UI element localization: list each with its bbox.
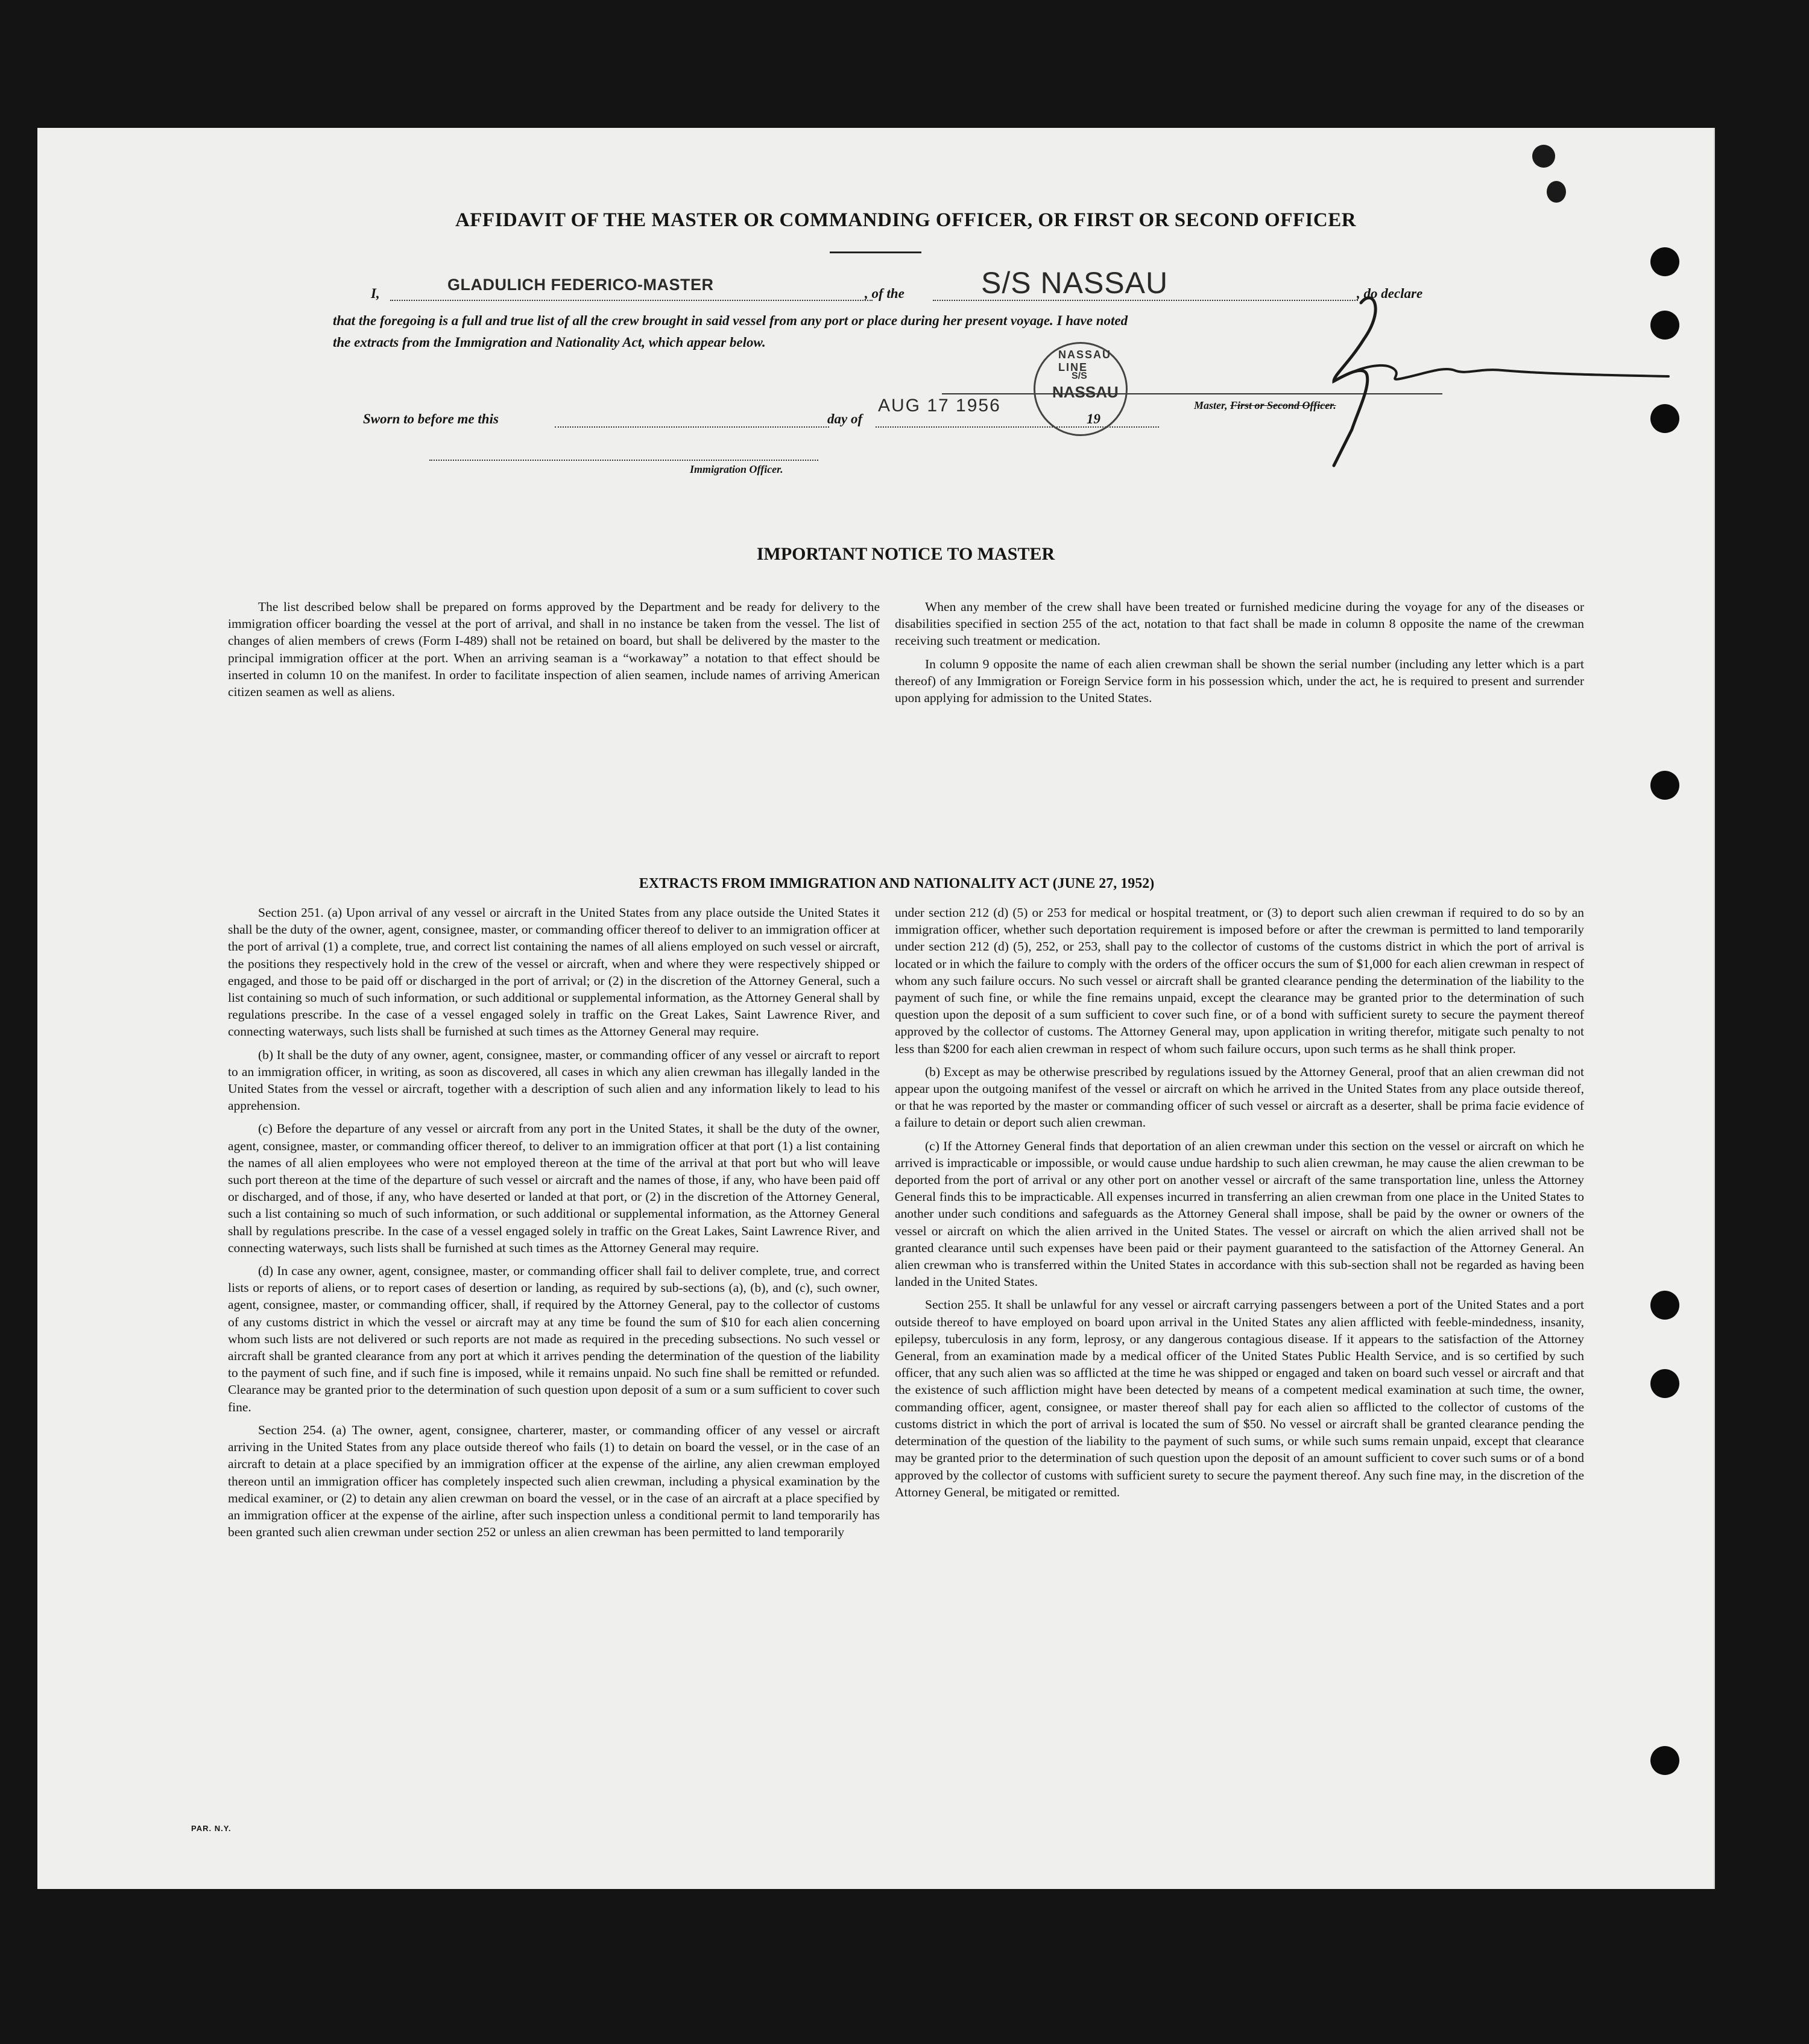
- date-stamp: AUG 17 1956: [878, 396, 1001, 416]
- notice-left-paragraph: The list described below shall be prepared on forms approved by the Department and be ready for delivery to the immigration officer boarding the vessel at the port of arrival, and shall in no instance be taken from the vessel. The list of changes of alien members of crews (Form I-489) shall not be retained on board, but shall be delivered by the master to the principal immigration officer at the port. When an arriving seaman is a “workaway” a notation to that effect should be inserted in column 10 on the manifest. In order to facilitate inspection of alien seamen, include names of arriving American citizen seamen as well as aliens.: [228, 600, 880, 700]
- vessel-name: S/S NASSAU: [981, 266, 1169, 300]
- master-caption-prefix: Master,: [1194, 399, 1228, 411]
- binder-hole: [1650, 1746, 1679, 1775]
- stamp-ring-text: NASSAU LINE: [1058, 349, 1112, 373]
- day-of-label: day of: [827, 411, 863, 426]
- notice-right-paragraph: When any member of the crew shall have been treated or furnished medicine during the voyage for any of the diseases or disabilities specified in section 255 of the act, notation to that fact shall be made in column 8 opposite the name of the crewman receiving such treatment or medication.: [895, 600, 1584, 648]
- do-declare-label: , do declare: [1357, 286, 1423, 301]
- declaration-line-2: the extracts from the Immigration and Nationality Act, which appear below.: [333, 335, 766, 350]
- section-254a: Section 254. (a) The owner, agent, consignee, charterer, master, or commanding officer of any vessel or aircraft arriving in the United States from any place outside thereof who fails (1) to detain on board the vessel, or in the case of an aircraft to detain at a place specified by an immigration officer at the expense of the airline, any alien crewman employed thereon until an immigration officer has completely inspected such alien crewman, including a physical examination by the medical examiner, or (2) to detain any alien crewman on board the vessel, or in the case of an aircraft at a place specified by an immigration officer at the expense of the airline, after such inspection unless a conditional permit to land temporarily has been granted such alien crewman under section 252 or unless an alien crewman has been permitted to land temporarily: [228, 1422, 880, 1540]
- binder-hole: [1650, 247, 1679, 276]
- document-page: [37, 128, 1715, 1889]
- section-251c: (c) Before the departure of any vessel or aircraft from any port in the United States, it shall be the duty of the owner, agent, consignee, master, or commanding officer thereof, to deliver to an immigration officer at that port (1) a list containing the names of all alien employees who were not employed thereon at the time of the arrival at that port but who will leave such port thereon at the time of the departure of such vessel or aircraft and the names of those, if any, who have been paid off or discharged, and of those, if any, who have deserted or landed at that port, or (2) in the discretion of the Attorney General, such a list containing so much of such information, or such additional or supplemental information, as the Attorney General shall by regulations prescribe. In the case of a vessel engaged solely in traffic on the Great Lakes, Saint Lawrence River, and connecting waterways, such lists shall be furnished at such times as the Attorney General may require.: [228, 1121, 880, 1255]
- binder-hole: [1650, 1369, 1679, 1398]
- section-251b: (b) It shall be the duty of any owner, agent, consignee, master, or commanding officer of any vessel or aircraft to report to an immigration officer, in writing, as soon as discovered, all cases in which any alien crewman has illegally landed in the United States from the vessel or aircraft, together with a description of such alien and any information likely to lead to his apprehension.: [228, 1047, 880, 1113]
- stamp-center-text: NASSAU: [1052, 383, 1119, 401]
- binder-hole: [1650, 404, 1679, 433]
- notice-right-column: [895, 598, 1584, 712]
- section-254c: (c) If the Attorney General finds that deportation of an alien crewman under this section on the vessel or aircraft on which he arrived is impracticable or impossible, or would cause undue hardship to such alien crewman, he may cause the alien crewman to be deported from the port of arrival or any other port on another vessel or aircraft of the same transportation line, unless the Attorney General finds this to be impracticable. All expenses incurred in transferring an alien crewman from one place in the United States to another under such conditions and safeguards as the Attorney General shall impose, shall be paid by the owner or owners of the vessel or aircraft on which the alien arrived in the United States. The vessel or aircraft on which the alien arrived shall not be granted clearance until such expenses have been paid or their payment guaranteed to the satisfaction of the Attorney General. An alien crewman who is transferred within the United States in accordance with this sub-section shall not be regarded as having been landed in the United States.: [895, 1138, 1584, 1289]
- section-255: Section 255. It shall be unlawful for any vessel or aircraft carrying passengers between a port of the United States and a port outside thereof to have employed on board upon arrival in the United States any alien afflicted with feeble-mindedness, insanity, epilepsy, tuberculosis in any form, leprosy, or any dangerous contagious disease. If it appears to the satisfaction of the Attorney General, from an examination made by a medical officer of the United States Public Health Service, and is so certified by such officer, that any such alien was so afflicted at the time he was shipped or engaged and taken on board such vessel or aircraft and that the existence of such affliction might have been detected by means of a competent medical examination at such time, the owner, commanding officer, agent, consignee, or master thereof shall pay for each alien so afflicted to the collector of customs of the customs district in which the port of arrival is located the sum of $50. No vessel or aircraft shall be granted clearance pending the determination of the question of the liability to the payment of such sums, or while such sums remain unpaid, except that clearance may be granted prior to the determination of such question upon the deposit of an amount sufficient to cover such sums or of a bond approved by the collector of customs with sufficient surety to secure the payment thereof. Any such fine may, in the discretion of the Attorney General, be mitigated or remitted.: [895, 1297, 1584, 1499]
- notice-left-column: [228, 598, 880, 706]
- master-signature: [1243, 291, 1672, 472]
- notice-heading: IMPORTANT NOTICE TO MASTER: [756, 544, 1055, 564]
- section-254b: (b) Except as may be otherwise prescribed by regulations issued by the Attorney General, proof that an alien crewman did not appear upon the outgoing manifest of the vessel or aircraft on which he arrived in the United States from any place outside thereof, or that he was reported by the master or commanding officer of such vessel or aircraft as a deserter, shall be prima facie evidence of a failure to detain or deport such alien crewman.: [895, 1064, 1584, 1130]
- ink-spot: [1547, 181, 1566, 203]
- section-251a: Section 251. (a) Upon arrival of any vessel or aircraft in the United States from any place outside the United States it shall be the duty of the owner, agent, consignee, master, or commanding officer thereof to deliver to an immigration officer at the port of arrival (1) a complete, true, and correct list containing the names of all aliens employed on such vessel or aircraft, the positions they respectively hold in the crew of the vessel or aircraft, when and where they were respectively shipped or engaged, and those to be paid off or discharged in the port of arrival; or (2) in the discretion of the Attorney General, such a list containing so much of such information, or such additional or supplemental information, as the Attorney General shall by regulations prescribe. In the case of a vessel engaged solely in traffic on the Great Lakes, Saint Lawrence River, and connecting waterways, such lists shall be furnished at such times as the Attorney General may require.: [228, 905, 880, 1039]
- stamp-small-text: S/S: [1072, 371, 1087, 381]
- binder-hole: [1650, 1291, 1679, 1320]
- section-251d: (d) In case any owner, agent, consignee, master, or commanding officer shall fail to deliver complete, true, and correct lists or reports of aliens, or to report cases of desertion or landing, as required by sub-sections (a), (b), and (c), such owner, agent, consignee, master, or commanding officer, shall, if required by the Attorney General, pay to the collector of customs of any customs district in which the vessel or aircraft may at any time be found the sum of $10 for each alien concerning whom such lists are not delivered or such reports are not made as required in the preceding subsections. No such vessel or aircraft shall be granted clearance from any port at which it arrives pending the determination of the question of the liability to the payment of such fine, and if such fine is imposed, while it remains unpaid. No such fine shall be remitted or refunded. Clearance may be granted prior to the determination of such question upon deposit of a sum or a sum sufficient to cover such fine.: [228, 1264, 880, 1414]
- affidavit-title: AFFIDAVIT OF THE MASTER OR COMMANDING OFFICER, OR FIRST OR SECOND OFFICER: [455, 209, 1357, 231]
- immigration-officer-line: [429, 460, 818, 461]
- declarant-name-line: [390, 300, 873, 301]
- immigration-officer-caption: Immigration Officer.: [690, 463, 783, 475]
- binder-hole: [1650, 771, 1679, 800]
- i-label: I,: [371, 286, 380, 301]
- extracts-heading: EXTRACTS FROM IMMIGRATION AND NATIONALITY ACT (JUNE 27, 1952): [639, 876, 1155, 891]
- sworn-day-line: [555, 426, 829, 428]
- sworn-month-line: [876, 426, 1159, 428]
- year-suffix: 19: [1087, 411, 1100, 426]
- declarant-name: GLADULICH FEDERICO-MASTER: [447, 276, 714, 294]
- notice-right-paragraph: In column 9 opposite the name of each alien crewman shall be shown the serial number (including any letter which is a part thereof) of any Immigration or Foreign Service form in his possession which, under the act, he is required to present and surrender upon applying for admission to the United States.: [895, 656, 1584, 706]
- binder-hole: [1650, 311, 1679, 340]
- extracts-left-column: [228, 904, 880, 1546]
- sworn-label: Sworn to before me this: [363, 411, 499, 426]
- section-254a-continued: under section 212 (d) (5) or 253 for medical or hospital treatment, or (3) to deport such alien crewman if required to do so by an immigration officer, whether such deportation requirement is imposed before or after the crewman is permitted to land temporarily under section 212 (d) (5), 252, or 253, shall pay to the collector of customs of the customs district in which the port of arrival is located or in which the failure to comply with the orders of the officer occurs the sum of $1,000 for each alien crewman in respect of whom any such failure occurs. No such vessel or aircraft shall be granted clearance pending the determination of the liability to the payment of such fine, or while the fine remains unpaid, except the clearance may be granted prior to the determination of such question upon the deposit of a sum sufficient to cover such fine, or of a bond with sufficient surety to secure the payment thereof approved by the collector of customs. The Attorney General may, upon application in writing therefor, mitigate such penalty to not less than $200 for each alien crewman in respect of whom such failure occurs, upon such terms as he shall think proper.: [895, 905, 1584, 1056]
- title-underline: [830, 252, 921, 253]
- master-caption-struck: First or Second Officer.: [1230, 399, 1336, 411]
- extracts-right-column: [895, 904, 1584, 1507]
- of-the-label: , of the: [865, 286, 904, 301]
- ink-spot: [1532, 145, 1555, 168]
- declaration-line-1: that the foregoing is a full and true list of all the crew brought in said vessel from any port or place during her present voyage. I have noted: [333, 313, 1128, 328]
- printer-mark: PAR. N.Y.: [191, 1824, 232, 1833]
- vessel-stamp: [1034, 342, 1128, 436]
